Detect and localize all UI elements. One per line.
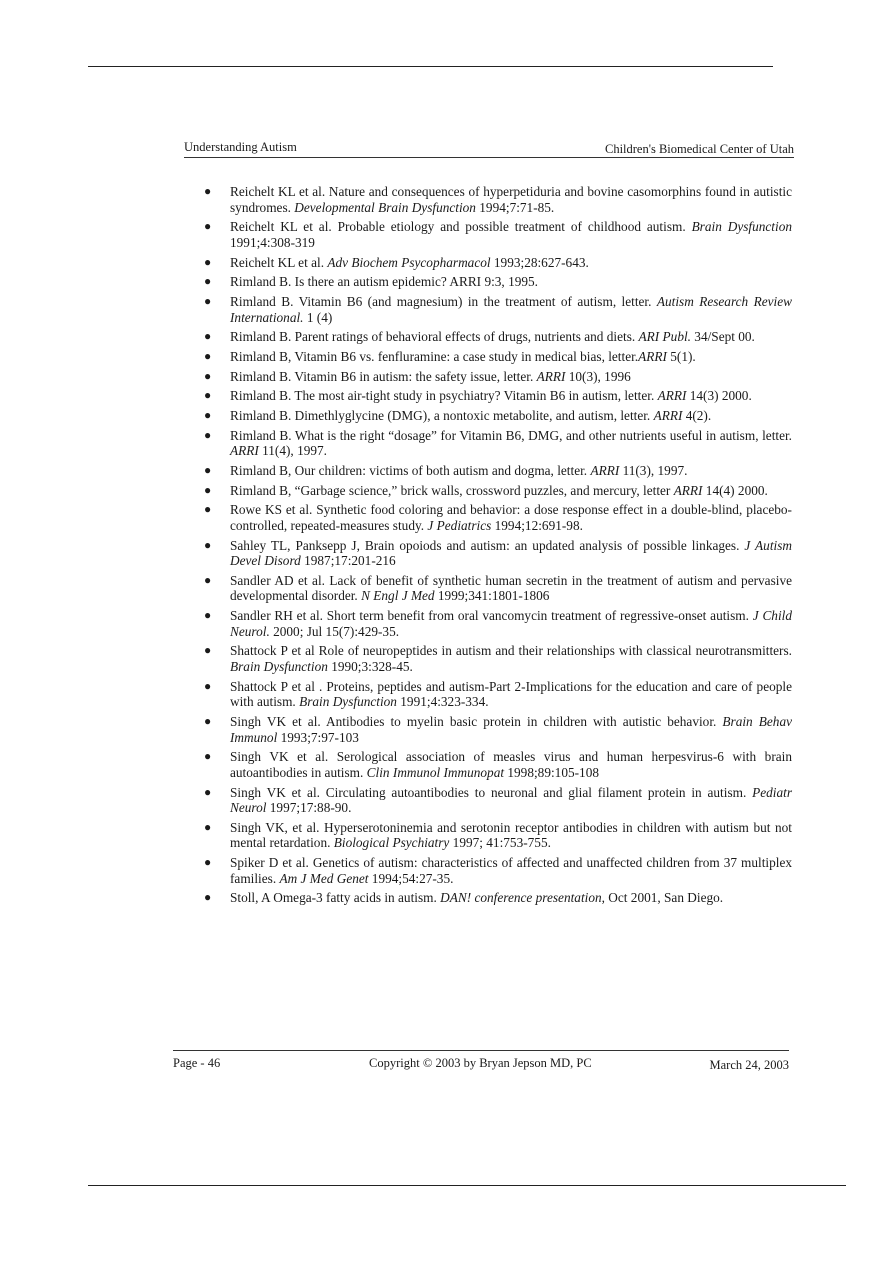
reference-item bbox=[204, 408, 792, 424]
bullet-icon: ● bbox=[204, 714, 212, 728]
reference-text: 1990;3:328-45. bbox=[327, 659, 413, 675]
reference-journal: Autism Research Review International. bbox=[230, 293, 792, 325]
reference-item bbox=[204, 219, 792, 250]
bullet-icon: ● bbox=[204, 608, 212, 623]
reference-text: Singh VK et al. Circulating autoantibodies to neuronal and glial filament protein in autism. bbox=[230, 784, 753, 800]
bullet-icon: ● bbox=[204, 407, 212, 422]
reference-item bbox=[204, 502, 792, 533]
reference-journal: Brain Dysfunction bbox=[230, 659, 328, 675]
reference-text: 1998;89:105-108 bbox=[504, 764, 599, 780]
reference-item bbox=[204, 463, 792, 479]
reference-text: Reichelt KL et al. Probable etiology and possible treatment of childhood autism. bbox=[230, 219, 692, 235]
reference-text: Rimland B. What is the right “dosage” for Vitamin B6, DMG, and other nutrients useful in autism, letter. bbox=[230, 427, 792, 443]
reference-text: 10(3), 1996 bbox=[565, 368, 631, 384]
reference-item bbox=[204, 608, 792, 639]
bullet-icon: ● bbox=[204, 348, 212, 363]
reference-text: 5(1). bbox=[666, 348, 696, 364]
reference-text: 1991;4:323-334. bbox=[396, 694, 489, 710]
reference-text: Singh VK et al. Serological association of measles virus and human herpesvirus-6 with brain autoantibodies in autism. bbox=[230, 749, 792, 780]
reference-text: Singh VK et al. Antibodies to myelin basic protein in children with autistic behavior. bbox=[230, 714, 723, 729]
reference-text: Sandler RH et al. Short term benefit from oral vancomycin treatment of regressive-onset autism. bbox=[230, 608, 753, 624]
bullet-icon: ● bbox=[204, 293, 212, 308]
reference-journal: ARRI bbox=[536, 368, 566, 384]
reference-text: Rimland B. Parent ratings of behavioral effects of drugs, nutrients and diets. bbox=[230, 329, 639, 345]
reference-journal: Brain Dysfunction bbox=[299, 694, 397, 710]
bullet-icon: ● bbox=[204, 219, 212, 234]
bullet-icon: ● bbox=[204, 254, 212, 269]
reference-text: Singh VK, et al. Hyperserotoninemia and serotonin receptor antibodies in children with autism but not mental retardation. bbox=[230, 819, 792, 851]
reference-text: Shattock P et al . Proteins, peptides and autism-Part 2-Implications for the education and care of people with autism. bbox=[230, 678, 792, 710]
reference-journal: J Child Neurol. bbox=[230, 608, 792, 639]
bullet-icon: ● bbox=[204, 482, 212, 497]
reference-text: 2000; Jul 15(7):429-35. bbox=[269, 623, 400, 639]
reference-text: Stoll, A Omega-3 fatty acids in autism. bbox=[230, 890, 441, 906]
copyright-notice: Copyright © 2003 by Bryan Jepson MD, PC bbox=[369, 1056, 592, 1070]
bullet-icon: ● bbox=[204, 502, 212, 517]
reference-item bbox=[204, 679, 792, 710]
reference-text: 1993;28:627-643. bbox=[490, 254, 589, 270]
reference-item bbox=[204, 855, 792, 886]
reference-text: Sahley TL, Panksepp J, Brain opoiods and autism: an updated analysis of possible linkages. bbox=[230, 537, 745, 553]
bullet-icon: ● bbox=[204, 678, 212, 693]
reference-text: 1997; 41:753-755. bbox=[449, 835, 551, 851]
reference-journal: ARRI bbox=[657, 388, 687, 404]
bullet-icon: ● bbox=[204, 427, 212, 442]
reference-text: 4(2). bbox=[682, 407, 712, 423]
reference-text: Rimland B, Our children: victims of both autism and dogma, letter. bbox=[230, 462, 591, 478]
reference-text: 1 (4) bbox=[303, 309, 333, 325]
reference-text: Rimland B, “Garbage science,” brick walls, crossword puzzles, and mercury, letter bbox=[230, 482, 674, 498]
reference-item bbox=[204, 428, 792, 459]
page-number: Page - 46 bbox=[173, 1056, 221, 1070]
reference-journal: ARRI bbox=[638, 348, 667, 364]
reference-item bbox=[204, 294, 792, 325]
reference-journal: DAN! conference presentation bbox=[440, 890, 602, 906]
bullet-icon: ● bbox=[204, 890, 212, 905]
bullet-icon: ● bbox=[204, 749, 212, 764]
page-header bbox=[184, 140, 794, 160]
reference-journal: Pediatr Neurol bbox=[230, 784, 792, 816]
reference-item bbox=[204, 785, 792, 816]
bullet-icon: ● bbox=[204, 274, 212, 289]
bullet-icon: ● bbox=[204, 462, 212, 477]
reference-item bbox=[204, 274, 792, 290]
reference-text: Shattock P et al Role of neuropeptides in autism and their relationships with classical neurotransmitters. bbox=[230, 643, 792, 659]
reference-item bbox=[204, 538, 792, 569]
reference-text: 1991;4:308-319 bbox=[230, 234, 315, 250]
reference-text: 1999;341:1801-1806 bbox=[434, 588, 550, 604]
reference-journal: Brain Behav Immunol bbox=[230, 714, 793, 745]
reference-journal: ARRI bbox=[230, 443, 259, 459]
reference-text: Rimland B. Vitamin B6 in autism: the safety issue, letter. bbox=[230, 368, 537, 384]
reference-text: Reichelt KL et al. Nature and consequences of hyperpetiduria and bovine casomorphins found in autistic syndromes. bbox=[230, 184, 792, 215]
reference-item bbox=[204, 483, 792, 499]
page-footer bbox=[173, 1050, 789, 1072]
reference-item bbox=[204, 890, 792, 906]
reference-text: Rimland B. Vitamin B6 (and magnesium) in the treatment of autism, letter. bbox=[230, 293, 657, 309]
bullet-icon: ● bbox=[204, 329, 212, 344]
reference-text: Rimland B, Vitamin B6 vs. fenfluramine: a case study in medical bias, letter. bbox=[230, 348, 639, 364]
header-title: Understanding Autism bbox=[184, 140, 297, 154]
reference-journal: Biological Psychiatry bbox=[333, 835, 450, 851]
reference-item bbox=[204, 643, 792, 674]
reference-journal: J Autism Devel Disord bbox=[230, 537, 792, 569]
footer-rule bbox=[173, 1050, 789, 1051]
reference-text: 34/Sept 00. bbox=[690, 329, 755, 345]
reference-text: 1997;17:88-90. bbox=[266, 800, 352, 816]
reference-journal: Am J Med Genet bbox=[279, 870, 369, 886]
reference-journal: N Engl J Med bbox=[361, 588, 435, 604]
reference-text: 1994;54:27-35. bbox=[368, 870, 454, 886]
reference-text: Rimland B. Is there an autism epidemic? ARRI 9:3, 1995. bbox=[230, 274, 538, 290]
reference-text: Rimland B. Dimethlyglycine (DMG), a nontoxic metabolite, and autism, letter. bbox=[230, 407, 654, 423]
top-rule bbox=[88, 66, 773, 67]
reference-text: 1994;7:71-85. bbox=[475, 199, 555, 215]
reference-text: 14(3) 2000. bbox=[686, 388, 752, 404]
reference-item bbox=[204, 714, 792, 745]
reference-journal: Adv Biochem Psycopharmacol bbox=[327, 254, 491, 270]
footer-date: March 24, 2003 bbox=[709, 1058, 789, 1072]
reference-text: 11(4), 1997. bbox=[258, 443, 327, 459]
reference-item bbox=[204, 573, 792, 604]
reference-text: Reichelt KL et al. bbox=[230, 254, 328, 270]
reference-item bbox=[204, 349, 792, 365]
reference-text: 1994;12:691-98. bbox=[491, 517, 583, 533]
reference-text: 1987;17:201-216 bbox=[300, 553, 396, 569]
reference-item bbox=[204, 369, 792, 385]
reference-journal: Clin Immunol Immunopat bbox=[366, 764, 505, 780]
bullet-icon: ● bbox=[204, 819, 212, 834]
reference-journal: Brain Dysfunction bbox=[691, 219, 792, 235]
reference-item bbox=[204, 255, 792, 271]
bullet-icon: ● bbox=[204, 784, 212, 799]
reference-text: 1993;7:97-103 bbox=[277, 729, 359, 745]
reference-journal: ARRI bbox=[673, 482, 703, 498]
reference-text: Rimland B. The most air-tight study in psychiatry? Vitamin B6 in autism, letter. bbox=[230, 388, 658, 404]
bullet-icon: ● bbox=[204, 572, 212, 587]
reference-text: Sandler AD et al. Lack of benefit of synthetic human secretin in the treatment of autism and pervasive developmental disorder. bbox=[230, 572, 792, 604]
reference-text: 11(3), 1997. bbox=[619, 462, 688, 478]
bullet-icon: ● bbox=[204, 855, 212, 870]
reference-text: , Oct 2001, San Diego. bbox=[601, 890, 724, 906]
reference-journal: ARI Publ. bbox=[638, 329, 691, 345]
reference-text: Rowe KS et al. Synthetic food coloring and behavior: a dose response effect in a double-blind, placebo-controlled, repeated-measures study. bbox=[230, 502, 792, 533]
bottom-rule bbox=[88, 1185, 846, 1186]
reference-item bbox=[204, 749, 792, 780]
reference-item bbox=[204, 820, 792, 851]
reference-item bbox=[204, 184, 792, 215]
bullet-icon: ● bbox=[204, 388, 212, 403]
reference-item bbox=[204, 329, 792, 345]
reference-text: 14(4) 2000. bbox=[702, 482, 768, 498]
header-organization: Children's Biomedical Center of Utah bbox=[604, 142, 794, 156]
bullet-icon: ● bbox=[204, 643, 212, 658]
reference-item bbox=[204, 388, 792, 404]
header-rule bbox=[184, 157, 794, 158]
reference-text: Spiker D et al. Genetics of autism: characteristics of affected and unaffected children from 37 multiplex families. bbox=[230, 855, 792, 886]
reference-journal: J Pediatrics bbox=[427, 517, 492, 533]
reference-journal: Developmental Brain Dysfunction bbox=[294, 199, 476, 215]
reference-journal: ARRI bbox=[653, 407, 683, 423]
bullet-icon: ● bbox=[204, 537, 212, 552]
reference-list bbox=[204, 184, 792, 910]
bullet-icon: ● bbox=[204, 368, 212, 383]
bullet-icon: ● bbox=[204, 184, 212, 198]
reference-journal: ARRI bbox=[590, 462, 620, 478]
